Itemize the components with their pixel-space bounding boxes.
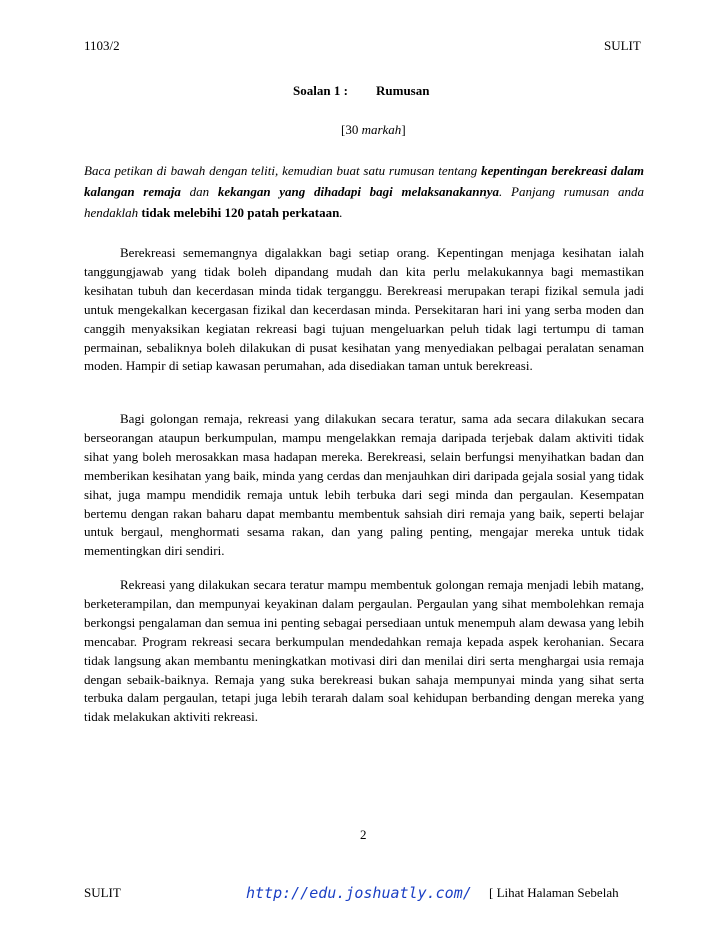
passage-paragraph-1: Berekreasi sememangnya digalakkan bagi setiap orang. Kepentingan menjaga kesihatan ialah tanggungjawab yang tidak boleh dipandang mudah dan kita perlu melakukannya bagi memastikan kesihatan tubuh dan kecerdasan minda tidak terganggu. Berekreasi merupakan terapi fizikal semula jadi untuk mengekalkan kecergasan fizikal dan kecerdasan minda. Persekitaran hari ini yang serba moden dan canggih menyaksikan kegiatan rekreasi bagi tujuan mengeluarkan peluh tidak lagi tertumpu di taman permainan, sebaliknya boleh dilakukan di pusat kesihatan yang menyediakan pelbagai peralatan senaman moden. Hampir di setiap kawasan perumahan, ada disediakan taman untuk berekreasi. xyxy=(84,245,644,374)
marks-word: markah xyxy=(361,122,402,137)
next-page-note: [ Lihat Halaman Sebelah xyxy=(489,885,619,900)
passage-paragraph-3: Rekreasi yang dilakukan secara teratur mampu membentuk golongan remaja menjadi lebih matang, berketerampilan, dan mempunyai keyakinan dalam pergaulan. Pergaulan yang sihat membolehkan remaja berkongsi pengalaman dan semua ini penting sebagai persediaan untuk menempuh alam dewasa yang lebih mencabar. Program rekreasi secara berkumpulan mendedahkan remaja kepada aspek kerohanian. Secara tidak langsung akan membantu meningkatkan motivasi diri dan menilai diri serta menghargai usia remaja dengan sebaik-baiknya. Remaja yang suka berekreasi bukan sahaja mempunyai minda yang sihat serta terbuka dalam pergaulan, tetapi juga lebih terarah dalam soal kehidupan berbanding dengan mereka yang tidak melakukan aktiviti rekreasi. xyxy=(84,577,644,725)
instr-bold-2: kekangan yang dihadapi bagi melaksanakannya xyxy=(217,184,500,199)
question-label: Soalan 1 : xyxy=(293,83,348,98)
instr-text-3: . Panjang rumusan anda hendaklah xyxy=(84,184,645,220)
footer-classification: SULIT xyxy=(84,885,121,900)
marks-allocation xyxy=(341,122,406,138)
instr-bold-1: kepentingan berekreasi dalam kalangan remaja xyxy=(84,163,644,199)
instr-text-4: . xyxy=(339,205,343,220)
footer-url-link[interactable]: http://edu.joshuatly.com/ xyxy=(246,884,472,902)
question-topic: Rumusan xyxy=(376,83,430,98)
marks-open: [30 xyxy=(341,122,362,137)
instr-text-2: dan xyxy=(180,184,218,199)
instructions xyxy=(84,160,644,223)
marks-close: ] xyxy=(401,122,406,137)
instr-bold-3: tidak melebihi 120 patah perkataan xyxy=(141,205,340,220)
instr-text-1: Baca petikan di bawah dengan teliti, kemudian buat satu rumusan tentang xyxy=(84,163,482,178)
passage-paragraph-2: Bagi golongan remaja, rekreasi yang dilakukan secara teratur, sama ada secara dilakukan secara berseorangan ataupun berkumpulan, mampu mengelakkan remaja daripada terjebak dalam aktiviti tidak sihat yang boleh merosakkan masa hadapan mereka. Berekreasi, selain berfungsi menyihatkan badan dan memberikan kesihatan yang baik, minda yang cerdas dan menjauhkan diri daripada gejala sosial yang tidak sihat, juga mampu mendidik remaja untuk lebih terbuka dari segi minda dan pergaulan. Kesempatan bertemu dengan rakan baharu dapat membantu membentuk sahsiah diri remaja yang baik, seperti belajar untuk bergaul, menghormati sesama rakan, dan yang paling penting, mengajar mereka untuk tidak mementingkan diri sendiri. xyxy=(84,411,644,559)
header-classification: SULIT xyxy=(604,38,641,53)
paper-code: 1103/2 xyxy=(84,38,120,53)
page-number: 2 xyxy=(360,827,367,842)
